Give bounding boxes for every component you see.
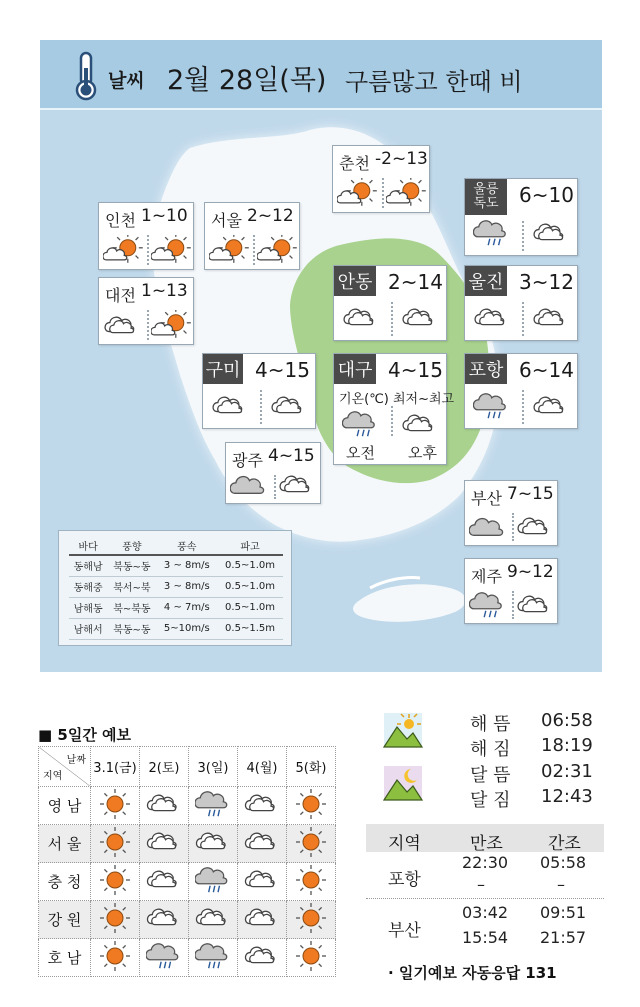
- tide-busan-low-1: 09:51: [540, 903, 587, 922]
- forecast-day-header: 3(일): [189, 747, 238, 787]
- cloudy-icon: [146, 864, 182, 900]
- forecast-cell: [189, 901, 238, 939]
- pm-cloudy-icon: [516, 589, 556, 625]
- moonrise-time: 02:31: [541, 761, 593, 782]
- am-cloudy-icon: [342, 302, 382, 338]
- region-temperature: 6~14: [519, 358, 574, 382]
- forecast-row: [39, 939, 336, 977]
- corner-region-label: 지역: [43, 771, 63, 782]
- sunny-icon: [293, 826, 329, 862]
- pm-cloudy-icon: [270, 390, 310, 426]
- tide-header-region: 지역: [388, 834, 421, 854]
- pm-cloudy-icon: [532, 390, 572, 426]
- cloudy-icon: [244, 902, 280, 938]
- forecast-row: [39, 901, 336, 939]
- city-card: [98, 202, 194, 270]
- city-temperature: 7~15: [507, 484, 554, 504]
- legend-temp-label: 기온(℃) 최저~최고: [339, 392, 455, 407]
- forecast-row: [39, 787, 336, 825]
- forecast-day-header: 4(월): [238, 747, 287, 787]
- am-cloudy-icon: [473, 302, 513, 338]
- moonset-time: 12:43: [541, 786, 593, 807]
- sea-header-cell: 풍속: [157, 537, 217, 555]
- forecast-cell: [91, 901, 140, 939]
- sunny-icon: [97, 940, 133, 976]
- city-name: 대전: [105, 286, 136, 305]
- forecast-region: 호 남: [39, 939, 91, 977]
- forecast-cell: [287, 939, 336, 977]
- sea-cell: 북서~북: [107, 576, 156, 597]
- pm-cloudy-icon: [401, 408, 441, 444]
- forecast-cell: [189, 825, 238, 863]
- city-name: 광주: [232, 451, 263, 470]
- region-name-tag: 포항: [465, 354, 507, 384]
- sea-cell: 4 ~ 7m/s: [157, 597, 217, 618]
- am-partly-cloudy-sun-icon: [209, 235, 249, 271]
- city-temperature: 2~12: [247, 206, 294, 226]
- forecast-cell: [140, 863, 189, 901]
- city-name: 춘천: [339, 154, 370, 173]
- sunny-icon: [293, 788, 329, 824]
- am-rain-icon: [473, 217, 513, 253]
- pm-partly-cloudy-sun-icon: [151, 310, 191, 346]
- forecast-day-header: 3.1(금): [91, 747, 140, 787]
- pm-partly-cloudy-sun-icon: [386, 178, 426, 214]
- pm-cloudy-icon: [532, 302, 572, 338]
- sunrise-label: 해 뜸: [470, 714, 511, 735]
- tide-header-high: 만조: [470, 834, 503, 854]
- am-partly-cloudy-sun-icon: [103, 235, 143, 271]
- forecast-cell: [238, 901, 287, 939]
- auto-response-info: · 일기예보 자동응답 131: [388, 964, 557, 982]
- pm-cloudy-icon: [401, 302, 441, 338]
- forecast-cell: [287, 863, 336, 901]
- sunset-time: 18:19: [541, 735, 593, 756]
- five-day-forecast-table: [38, 746, 336, 977]
- am-pm-divider: [522, 390, 524, 424]
- am-cloudy-icon: [103, 310, 143, 346]
- city-card: [464, 480, 558, 546]
- region-card: [333, 265, 447, 341]
- pm-cloudy-icon: [278, 469, 318, 505]
- rain-icon: [146, 940, 182, 976]
- forecast-region: 충 청: [39, 863, 91, 901]
- city-name: 서울: [211, 211, 242, 230]
- am-pm-divider: [147, 310, 149, 340]
- sunny-icon: [97, 902, 133, 938]
- am-rain-icon: [342, 408, 382, 444]
- tide-pohang-high-2: –: [477, 875, 485, 894]
- moonrise-label: 달 뜸: [470, 765, 511, 786]
- legend-am-label: 오전: [346, 444, 375, 462]
- forecast-row: [39, 863, 336, 901]
- tide-pohang-low-2: –: [557, 875, 565, 894]
- forecast-date: 2월 28일(목): [167, 65, 327, 96]
- tide-header-low: 간조: [548, 834, 581, 854]
- sunny-icon: [293, 940, 329, 976]
- sea-row: [69, 597, 283, 618]
- cloudy-icon: [195, 902, 231, 938]
- city-temperature: 9~12: [507, 562, 554, 582]
- sea-row: [69, 618, 283, 639]
- forecast-cell: [238, 863, 287, 901]
- region-name-tag: 울릉 독도: [465, 179, 507, 215]
- region-card: [464, 353, 578, 429]
- moonrise-mountain-icon: [383, 765, 423, 801]
- forecast-cell: [189, 939, 238, 977]
- region-temperature: 4~15: [388, 358, 443, 382]
- forecast-cell: [189, 863, 238, 901]
- sunny-icon: [97, 826, 133, 862]
- weather-description: 구름많고 한때 비: [345, 68, 523, 96]
- sea-cell: 3 ~ 8m/s: [157, 576, 217, 597]
- am-pm-divider: [382, 178, 384, 208]
- forecast-cell: [238, 787, 287, 825]
- tide-busan-low-2: 21:57: [540, 928, 587, 947]
- cloudy-icon: [146, 788, 182, 824]
- region-temperature: 3~12: [519, 270, 574, 294]
- tide-region-busan: 부산: [388, 921, 421, 941]
- corner-date-label: 날짜: [66, 755, 86, 766]
- rain-icon: [195, 940, 231, 976]
- forecast-region: 서 울: [39, 825, 91, 863]
- city-temperature: 4~15: [268, 446, 315, 466]
- sunny-icon: [293, 864, 329, 900]
- am-pm-divider: [522, 221, 524, 251]
- city-card: [464, 558, 558, 624]
- forecast-cell: [140, 939, 189, 977]
- pm-cloudy-icon: [532, 217, 572, 253]
- tide-busan-high-2: 15:54: [462, 928, 509, 947]
- cloudy-icon: [244, 826, 280, 862]
- am-partly-cloudy-sun-icon: [337, 178, 377, 214]
- forecast-cell: [91, 787, 140, 825]
- cloudy-icon: [195, 826, 231, 862]
- am-pm-divider: [253, 235, 255, 265]
- city-temperature: 1~10: [141, 206, 188, 226]
- sunrise-time: 06:58: [541, 710, 593, 731]
- rain-icon: [195, 864, 231, 900]
- sea-cell: 남해서: [69, 618, 107, 639]
- am-pm-divider: [391, 302, 393, 336]
- rain-icon: [195, 788, 231, 824]
- am-pm-divider: [274, 475, 276, 499]
- sunny-icon: [97, 788, 133, 824]
- forecast-day-header: 5(화): [287, 747, 336, 787]
- weather-label: 날씨: [108, 70, 145, 92]
- region-temperature: 6~10: [519, 183, 574, 207]
- forecast-row: [39, 825, 336, 863]
- sea-cell: 북동~동: [107, 618, 156, 639]
- sea-cell: 북동~동: [107, 555, 156, 576]
- thermometer-icon: [72, 50, 100, 102]
- map-jeju-island: [353, 584, 466, 622]
- title-bar: [40, 40, 602, 110]
- city-card: [204, 202, 300, 270]
- cloudy-icon: [244, 788, 280, 824]
- cloudy-icon: [146, 826, 182, 862]
- forecast-day-header: 2(토): [140, 747, 189, 787]
- sea-cell: 3 ~ 8m/s: [157, 555, 217, 576]
- region-temperature: 2~14: [388, 270, 443, 294]
- sea-cell: 동해중: [69, 576, 107, 597]
- region-name-tag: 구미: [203, 354, 243, 384]
- forecast-cell: [91, 939, 140, 977]
- five-day-forecast-title: ■ 5일간 예보: [38, 726, 132, 744]
- tide-pohang-high-1: 22:30: [462, 853, 509, 872]
- sea-cell: 0.5~1.5m: [217, 618, 283, 639]
- region-card: [464, 178, 578, 256]
- sea-header-cell: 파고: [217, 537, 283, 555]
- forecast-corner-cell: [39, 747, 91, 787]
- sea-header-cell: 바다: [69, 537, 107, 555]
- city-name: 인천: [105, 211, 136, 230]
- am-pm-divider: [512, 513, 514, 541]
- weather-map-panel: [40, 40, 602, 672]
- sea-cell: 0.5~1.0m: [217, 576, 283, 597]
- sea-conditions-table: [58, 530, 292, 646]
- cloudy-icon: [244, 940, 280, 976]
- moonset-label: 달 짐: [470, 790, 511, 811]
- am-rain-icon: [473, 390, 513, 426]
- tide-row-divider: [366, 898, 604, 899]
- forecast-cell: [140, 825, 189, 863]
- forecast-cell: [189, 787, 238, 825]
- sea-cell: 0.5~1.0m: [217, 597, 283, 618]
- forecast-region: 강 원: [39, 901, 91, 939]
- city-temperature: -2~13: [375, 149, 428, 169]
- am-cloudy-icon: [211, 390, 251, 426]
- sea-cell: 동해남: [69, 555, 107, 576]
- sea-header-cell: 풍향: [107, 537, 156, 555]
- city-card: [332, 145, 430, 213]
- region-name-tag: 대구: [334, 354, 376, 384]
- am-pm-divider: [512, 591, 514, 619]
- forecast-region: 영 남: [39, 787, 91, 825]
- city-temperature: 1~13: [141, 281, 188, 301]
- cloudy-icon: [146, 902, 182, 938]
- tide-busan-high-1: 03:42: [462, 903, 509, 922]
- forecast-cell: [140, 901, 189, 939]
- sea-cell: 0.5~1.0m: [217, 555, 283, 576]
- tide-region-pohang: 포항: [388, 870, 421, 890]
- am-pm-divider: [522, 302, 524, 336]
- tide-pohang-low-1: 05:58: [540, 853, 587, 872]
- region-card: [202, 353, 316, 429]
- am-overcast-icon: [230, 469, 270, 505]
- city-name: 제주: [471, 567, 502, 586]
- am-pm-divider: [391, 406, 393, 436]
- am-pm-divider: [147, 235, 149, 265]
- sunny-icon: [293, 902, 329, 938]
- region-card: [333, 353, 455, 465]
- legend-pm-label: 오후: [408, 444, 437, 462]
- region-name-tag: 안동: [334, 266, 376, 296]
- pm-cloudy-icon: [516, 511, 556, 547]
- am-overcast-icon: [469, 511, 509, 547]
- sea-row: [69, 576, 283, 597]
- pm-partly-cloudy-sun-icon: [257, 235, 297, 271]
- forecast-cell: [238, 825, 287, 863]
- city-card: [225, 442, 321, 504]
- forecast-cell: [238, 939, 287, 977]
- region-temperature: 4~15: [255, 358, 310, 382]
- sea-row: [69, 555, 283, 576]
- sea-cell: 5~10m/s: [157, 618, 217, 639]
- city-card: [98, 277, 194, 345]
- sea-cell: 북~북동: [107, 597, 156, 618]
- region-card: [464, 265, 578, 341]
- forecast-cell: [287, 825, 336, 863]
- forecast-cell: [91, 863, 140, 901]
- am-rain-icon: [469, 589, 509, 625]
- forecast-cell: [91, 825, 140, 863]
- sunny-icon: [97, 864, 133, 900]
- city-name: 부산: [471, 489, 502, 508]
- forecast-cell: [287, 787, 336, 825]
- sea-cell: 남해동: [69, 597, 107, 618]
- sunrise-mountain-icon: [383, 712, 423, 748]
- forecast-cell: [287, 901, 336, 939]
- region-name-tag: 울진: [465, 266, 507, 296]
- sunset-label: 해 짐: [470, 739, 511, 760]
- cloudy-icon: [244, 864, 280, 900]
- pm-partly-cloudy-sun-icon: [151, 235, 191, 271]
- am-pm-divider: [260, 390, 262, 424]
- forecast-cell: [140, 787, 189, 825]
